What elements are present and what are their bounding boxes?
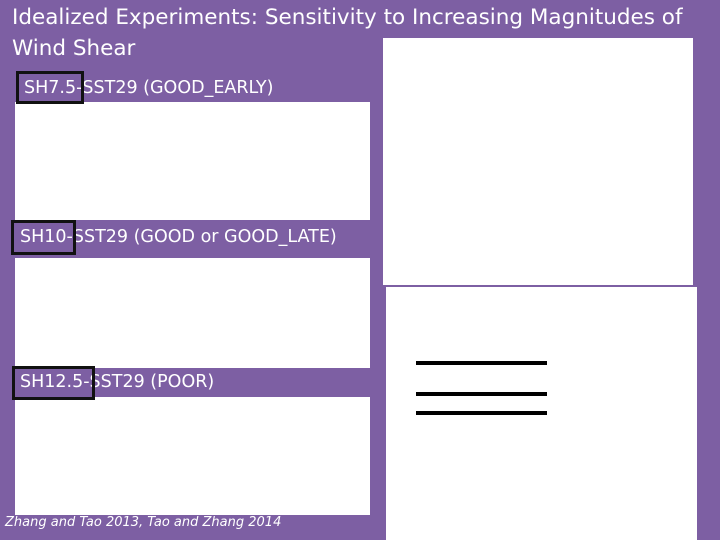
legend-line-1 [416,361,547,365]
legend-line-3 [416,411,547,415]
legend-line-2 [416,392,547,396]
figure-panel-sh7-5 [15,102,370,220]
experiment-label-sh7-5: SH7.5-SST29 (GOOD_EARLY) [24,78,274,98]
shear-highlight-box-sh7-5 [16,71,84,104]
experiment-label-sh12-5: SH12.5-SST29 (POOR) [20,372,215,392]
figure-panel-bottom-right [386,287,697,540]
figure-panel-sh10 [15,258,370,368]
shear-highlight-box-sh10 [11,220,76,255]
experiment-label-sh10: SH10-SST29 (GOOD or GOOD_LATE) [20,227,337,247]
slide-title: Idealized Experiments: Sensitivity to Increasing Magnitudes of Wind Shear [12,5,683,61]
citation: Zhang and Tao 2013, Tao and Zhang 2014 [5,515,282,530]
figure-panel-sh12-5 [15,397,370,515]
figure-panel-top-right [383,38,693,285]
shear-highlight-box-sh12-5 [12,366,95,400]
